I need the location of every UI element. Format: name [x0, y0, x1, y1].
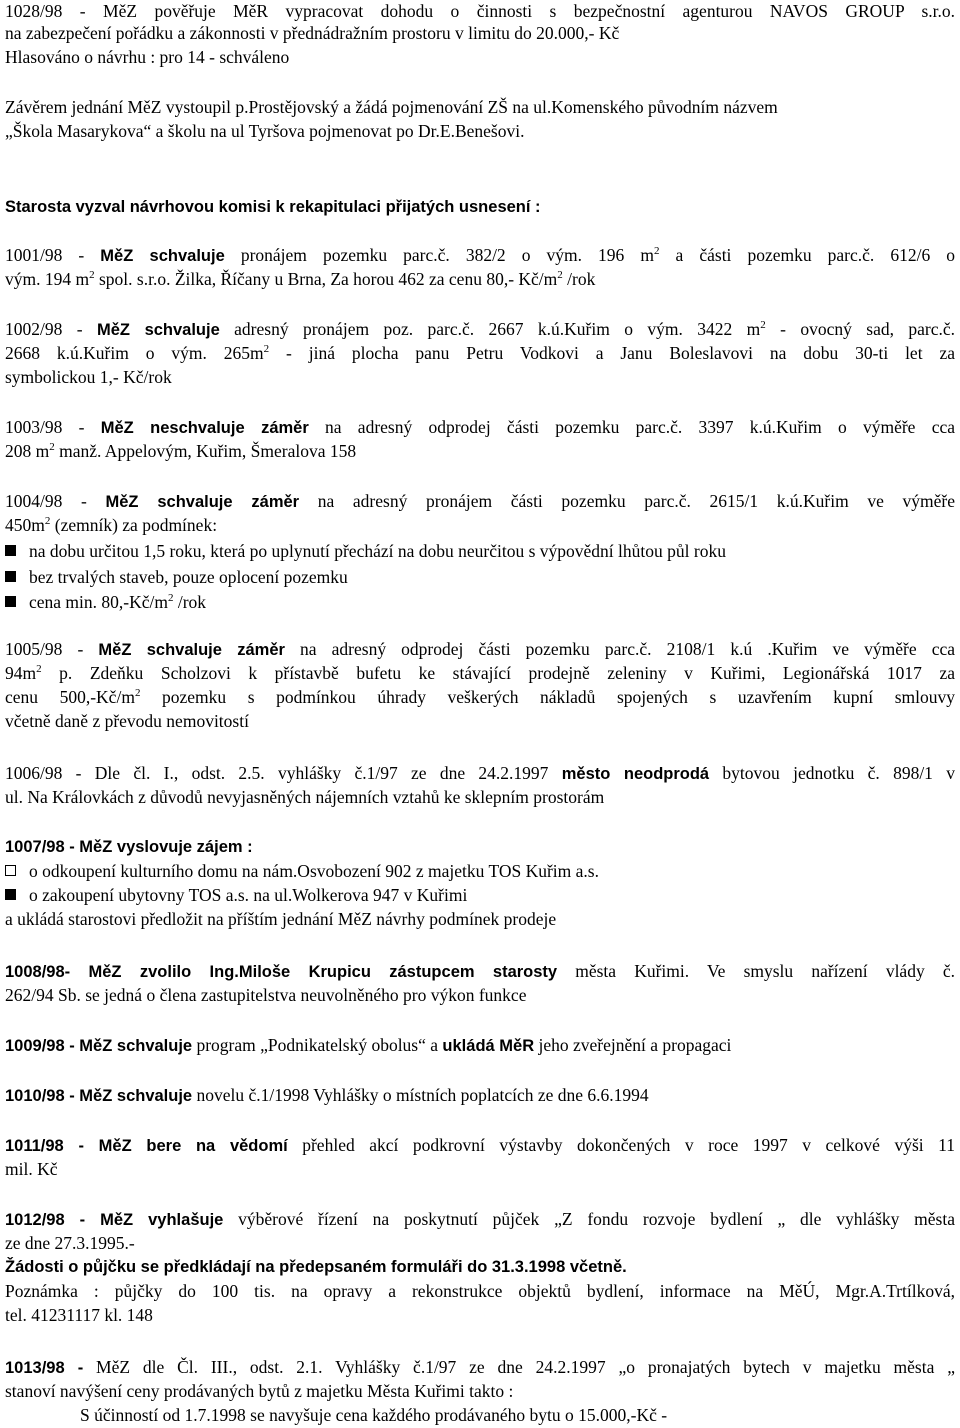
resolution-1007-line-4: a ukládá starostovi předložit na příštím jednání MěZ návrhy podmínek prodeje [5, 909, 557, 929]
resolution-1005-line-2: $94m^2$ p. Zdeňku Scholzovi k přístavbě bufetu ke stávající prodejně zeleniny v Kuřimi, Legionářská 1017 za [5, 663, 955, 683]
resolution-1003-line-1: 1003/98 - MěZ neschvaluje záměr na adresný odprodej části pozemku parc.č. 3397 k.ú.Kuřim o výměře cca [5, 417, 955, 437]
resolution-1008-line-2: 262/94 Sb. se jedná o člena zastupitelstva neuvolněného pro výkon funkce [5, 985, 527, 1005]
resolution-1002-line-1: 1002/98 - MěZ schvaluje adresný pronájem poz. parc.č. 2667 k.ú.Kuřim o vým. 3422 $m^2$ - ovocný sad, parc.č. [5, 319, 955, 339]
resolution-1002-line-2: 2668 k.ú.Kuřim o vým. $265m^2$ - jiná plocha panu Petru Vodkovi a Janu Boleslavovi na dobu 30-ti let za [5, 343, 955, 363]
resolution-1004-line-1: 1004/98 - MěZ schvaluje záměr na adresný pronájem části pozemku parc.č. 2615/1 k.ú.Kuřim ve výměře [5, 491, 955, 511]
resolution-1005-line-4: včetně daně z převodu nemovitostí [5, 711, 249, 731]
resolution-1005-line-3: cenu $500,-Kč/m^2$ pozemku s podmínkou úhrady veškerých nákladů spojených s uzavřením kupní smlouvy [5, 687, 955, 707]
square-bullet-icon [5, 889, 16, 900]
resolution-1003-line-2: 208 $m^2$ manž. Appelovým, Kuřim, Šmeralova 158 [5, 441, 357, 461]
text-line-1028-a: 1028/98 - MěZ pověřuje MěR vypracovat dohodu o činnosti s bezpečnostní agenturou NAVOS GROUP s.r.o. [5, 1, 955, 21]
resolution-1013-line-2: stanoví navýšení ceny prodávaných bytů z majetku Města Kuřimi takto : [5, 1381, 514, 1401]
resolution-1013-line-1: 1013/98 - MěZ dle Čl. III., odst. 2.1. Vyhlášky č.1/97 ze dne 24.2.1997 „o pronajatých bytech v majetku města „ [5, 1357, 955, 1377]
resolution-1012-phone: tel. 41231117 kl. 148 [5, 1305, 153, 1325]
resolution-1008-line-1: 1008/98- MěZ zvolilo Ing.Miloše Krupicu zástupcem starosty města Kuřimi. Ve smyslu nařízení vlády č. [5, 961, 955, 981]
resolution-1007-heading: 1007/98 - MěZ vyslovuje zájem : [5, 838, 253, 856]
resolution-1006-line-2: ul. Na Královkách z důvodů nevyjasněných nájemních vztahů ke sklepním prostorám [5, 787, 605, 807]
list-item: cena min. $80,-Kč/m^2$ /rok [5, 591, 955, 613]
closing-remark-line-2: „Škola Masarykova“ a školu na ul Tyršova pojmenovat po Dr.E.Benešovi. [5, 121, 525, 141]
resolution-1010: 1010/98 - MěZ schvaluje novelu č.1/1998 Vyhlášky o místních poplatcích ze dne 6.6.1994 [5, 1085, 649, 1105]
closing-remark-line-1: Závěrem jednání MěZ vystoupil p.Prostějovský a žádá pojmenování ZŠ na ul.Komenského původním názvem [5, 97, 778, 117]
resolution-1013-line-3: S účinností od 1.7.1998 se navyšuje cena každého prodávaného bytu o 15.000,-Kč - [80, 1405, 668, 1425]
resolution-1011-line-2: mil. Kč [5, 1159, 58, 1179]
list-item: bez trvalých staveb, pouze oplocení pozemku [5, 566, 955, 588]
resolution-1009: 1009/98 - MěZ schvaluje program „Podnikatelský obolus“ a ukládá MěR jeho zveřejnění a propagaci [5, 1035, 732, 1055]
resolution-1012-line-2: ze dne 27.3.1995.- [5, 1233, 135, 1253]
resolution-1001-line-1: 1001/98 - MěZ schvaluje pronájem pozemku parc.č. 382/2 o vým. 196 $m^2$ a části pozemku parc.č. 612/6 o [5, 245, 955, 265]
hollow-square-bullet-icon [5, 865, 16, 876]
vote-result: Hlasováno o návrhu : pro 14 - schváleno [5, 47, 290, 67]
list-item: na dobu určitou 1,5 roku, která po uplynutí přechází na dobu neurčitou s výpovědní lhůtou půl roku [5, 540, 955, 562]
list-item: o zakoupení ubytovny TOS a.s. na ul.Wolkerova 947 v Kuřimi [5, 884, 955, 906]
resolution-1002-line-3: symbolickou 1,- Kč/rok [5, 367, 172, 387]
resolution-1005-line-1: 1005/98 - MěZ schvaluje záměr na adresný odprodej části pozemku parc.č. 2108/1 k.ú .Kuřim ve výměře cca [5, 639, 955, 659]
resolution-1001-line-2: vým. 194 $m^2$ spol. s.r.o. Žilka, Říčany u Brna, Za horou 462 za cenu 80,- $Kč/m^2$ /rok [5, 269, 596, 289]
square-bullet-icon [5, 596, 16, 607]
resolution-1012-note: Poznámka : půjčky do 100 tis. na opravy a rekonstrukce objektů bydlení, informace na MěÚ, Mgr.A.Trtílková, [5, 1281, 955, 1301]
resolution-1004-line-2: $450m^2$ (zemník) za podmínek: [5, 515, 218, 535]
square-bullet-icon [5, 571, 16, 582]
text-line-1028-b: na zabezpečení pořádku a zákonnosti v přednádražním prostoru v limitu do 20.000,- Kč [5, 23, 620, 43]
resolution-1012-deadline: Žádosti o půjčku se předkládají na předepsaném formuláři do 31.3.1998 včetně. [5, 1258, 627, 1276]
list-item: o odkoupení kulturního domu na nám.Osvobození 902 z majetku TOS Kuřim a.s. [5, 860, 955, 882]
resolution-1011-line-1: 1011/98 - MěZ bere na vědomí přehled akcí podkrovní výstavby dokončených v roce 1997 v celkové výši 11 [5, 1135, 955, 1155]
square-bullet-icon [5, 545, 16, 556]
recap-heading: Starosta vyzval návrhovou komisi k rekapitulaci přijatých usnesení : [5, 198, 541, 216]
resolution-1006-line-1: 1006/98 - Dle čl. I., odst. 2.5. vyhlášky č.1/97 ze dne 24.2.1997 město neodprodá bytovou jednotku č. 898/1 v [5, 763, 955, 783]
resolution-1012-line-1: 1012/98 - MěZ vyhlašuje výběrové řízení na poskytnutí půjček „Z fondu rozvoje bydlení „ dle vyhlášky města [5, 1209, 955, 1229]
